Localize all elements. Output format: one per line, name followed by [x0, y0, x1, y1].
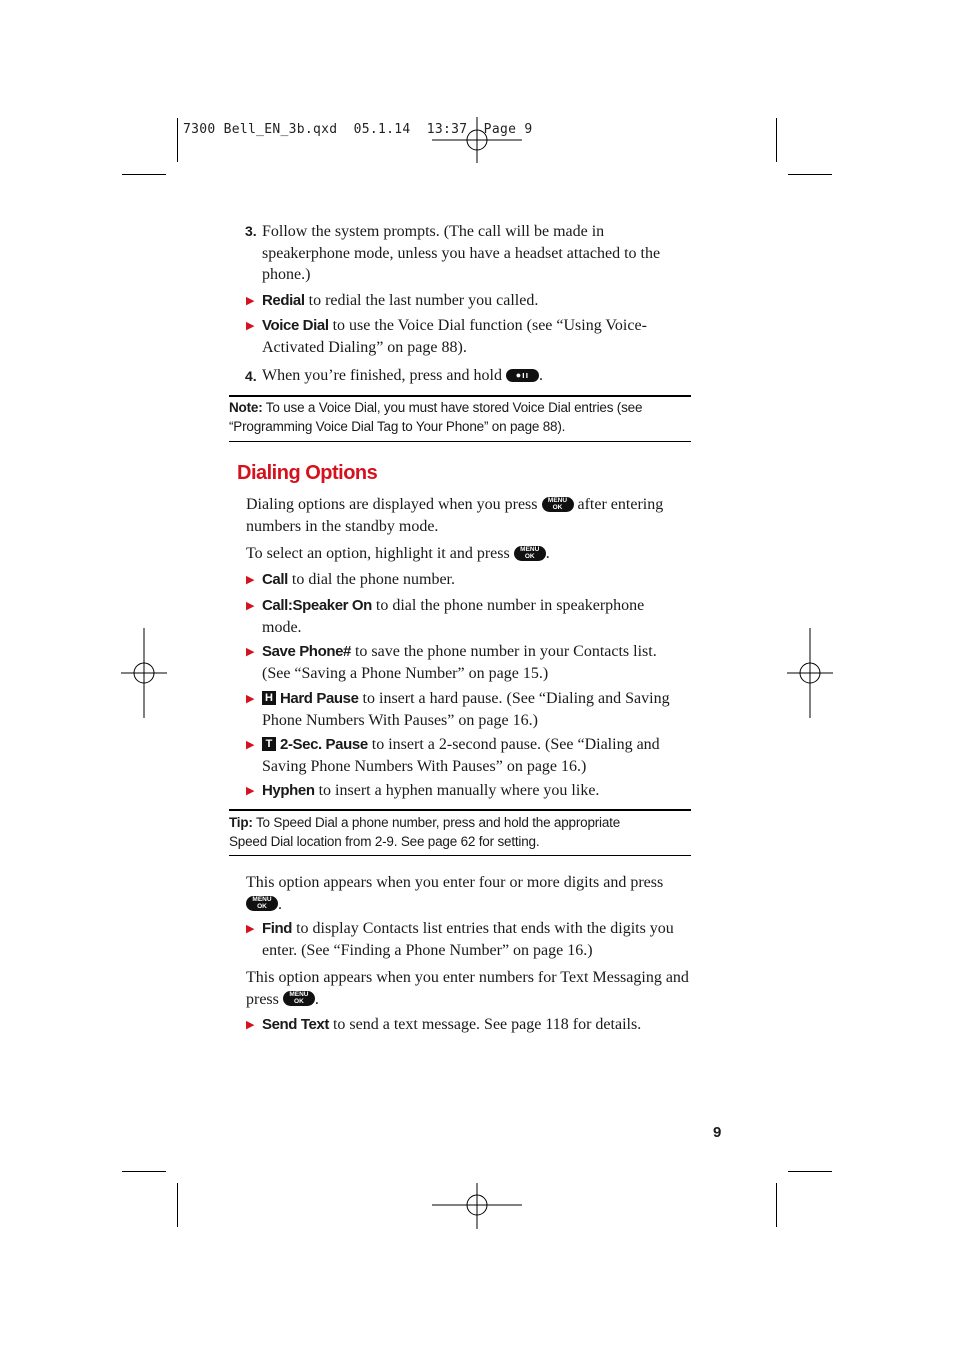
step-text: Follow the system prompts. (The call will be made in speakerphone mode, unless you have a headset attached to the phone.): [262, 223, 661, 283]
menu-ok-key-icon: MENU OK: [514, 546, 546, 561]
crop-mark: [122, 1171, 166, 1172]
intro-text: Dialing options are displayed when you press: [246, 496, 538, 513]
note-label: Note:: [229, 400, 263, 415]
option-save-phone: [262, 641, 682, 684]
option-description: to use the Voice Dial function (see “Using Voice-Activated Dialing” on page 88).: [262, 317, 647, 356]
note-text: To use a Voice Dial, you must have stored Voice Dial entries (see “Programming Voice Dial Tag to Your Phone” on page 88).: [229, 400, 643, 434]
option-description: to insert a hard pause. (See “Dialing and Saving Phone Numbers With Pauses” on page 16.): [262, 690, 670, 729]
section-heading: Dialing Options: [237, 462, 378, 484]
bullet-arrow-icon: ▶: [246, 1018, 255, 1031]
option-description: to insert a hyphen manually where you like.: [314, 782, 600, 799]
menu-ok-key-icon: MENU OK: [246, 896, 278, 911]
paragraph-text: .: [278, 895, 282, 913]
option-label: 2-Sec. Pause: [280, 736, 368, 753]
registration-mark-icon: [432, 1183, 522, 1229]
bullet-arrow-icon: ▶: [246, 319, 255, 332]
tip-box: [229, 814, 659, 851]
menu-ok-key-icon: MENU OK: [283, 991, 315, 1006]
find-intro-paragraph: [246, 872, 666, 915]
crop-mark: [788, 1171, 832, 1172]
send-intro-paragraph: [246, 967, 694, 1010]
intro-text: .: [545, 545, 550, 562]
option-2-sec-pause: [262, 734, 682, 777]
intro-paragraph: [246, 543, 691, 565]
option-description: to send a text message. See page 118 for details.: [328, 1016, 642, 1033]
note-box: [229, 399, 691, 436]
bullet-arrow-icon: ▶: [246, 922, 255, 935]
file-slug: 7300 Bell_EN_3b.qxd 05.1.14 13:37 Page 9: [183, 122, 533, 137]
note-top-rule: [229, 395, 691, 397]
option-description: to dial the phone number.: [287, 571, 455, 588]
bullet-arrow-icon: ▶: [246, 599, 255, 612]
tip-text: To Speed Dial a phone number, press and hold the appropriate Speed Dial location from 2-9. See page 62 for setting.: [229, 815, 621, 849]
registration-mark-icon: [432, 117, 522, 165]
step-number: 3.: [245, 223, 257, 239]
option-call-speaker-on: [262, 595, 677, 638]
registration-mark-icon: [787, 628, 833, 718]
option-send-text: [262, 1014, 687, 1036]
option-label: Hard Pause: [280, 690, 359, 707]
option-call: [262, 569, 687, 591]
option-label: Send Text: [262, 1016, 329, 1033]
option-hard-pause: [262, 688, 687, 731]
two-sec-pause-icon: T: [262, 737, 276, 751]
option-description: to save the phone number in your Contacts list. (See “Saving a Phone Number” on page 15.): [262, 643, 657, 682]
crop-mark: [776, 118, 777, 162]
hard-pause-icon: H: [262, 691, 276, 705]
option-description: to redial the last number you called.: [304, 292, 539, 309]
bullet-arrow-icon: ▶: [246, 573, 255, 586]
crop-mark: [177, 1183, 178, 1227]
option-label: Call: [262, 571, 288, 588]
option-description: to dial the phone number in speakerphone mode.: [262, 597, 645, 636]
intro-paragraph: [246, 494, 666, 537]
intro-text: after entering numbers in the standby mode.: [246, 496, 664, 535]
paragraph-text: This option appears when you enter numbers for Text Messaging and press: [246, 969, 689, 1008]
crop-mark: [122, 174, 166, 175]
crop-mark: [776, 1183, 777, 1227]
step-number: 4.: [245, 368, 257, 384]
step-text: When you’re finished, press and hold ●ıı .: [262, 367, 543, 384]
option-hyphen: [262, 780, 687, 802]
option-label: Save Phone#: [262, 643, 351, 660]
menu-ok-key-icon: MENU OK: [542, 497, 574, 512]
page-number: 9: [713, 1124, 722, 1141]
option-redial: [262, 290, 687, 312]
tip-label: Tip:: [229, 815, 253, 830]
option-label: Call:Speaker On: [262, 597, 372, 614]
option-voice-dial: [262, 315, 672, 358]
option-description: to insert a 2-second pause. (See “Dialing and Saving Phone Numbers With Pauses” on page 16.): [262, 736, 660, 775]
intro-text: To select an option, highlight it and press: [246, 545, 510, 562]
option-label: Voice Dial: [262, 317, 329, 334]
option-label: Hyphen: [262, 782, 315, 799]
crop-mark: [788, 174, 832, 175]
note-bottom-rule: [229, 441, 691, 442]
crop-mark: [177, 118, 178, 162]
bullet-arrow-icon: ▶: [246, 645, 255, 658]
tip-bottom-rule: [229, 855, 691, 856]
registration-mark-icon: [121, 628, 167, 718]
step-text-body: When you’re finished, press and hold: [262, 367, 502, 384]
paragraph-text: This option appears when you enter four or more digits and press: [246, 874, 664, 891]
option-label: Redial: [262, 292, 305, 309]
bullet-arrow-icon: ▶: [246, 294, 255, 307]
paragraph-text: .: [314, 990, 319, 1008]
end-key-icon: ●ıı: [506, 369, 539, 382]
option-label: Find: [262, 920, 293, 937]
option-description: to display Contacts list entries that ends with the digits you enter. (See “Finding a Phone Number” on page 16.): [262, 920, 674, 959]
bullet-arrow-icon: ▶: [246, 738, 255, 751]
bullet-arrow-icon: ▶: [246, 784, 255, 797]
tip-top-rule: [229, 809, 691, 811]
bullet-arrow-icon: ▶: [246, 692, 255, 705]
option-find: [262, 918, 677, 961]
